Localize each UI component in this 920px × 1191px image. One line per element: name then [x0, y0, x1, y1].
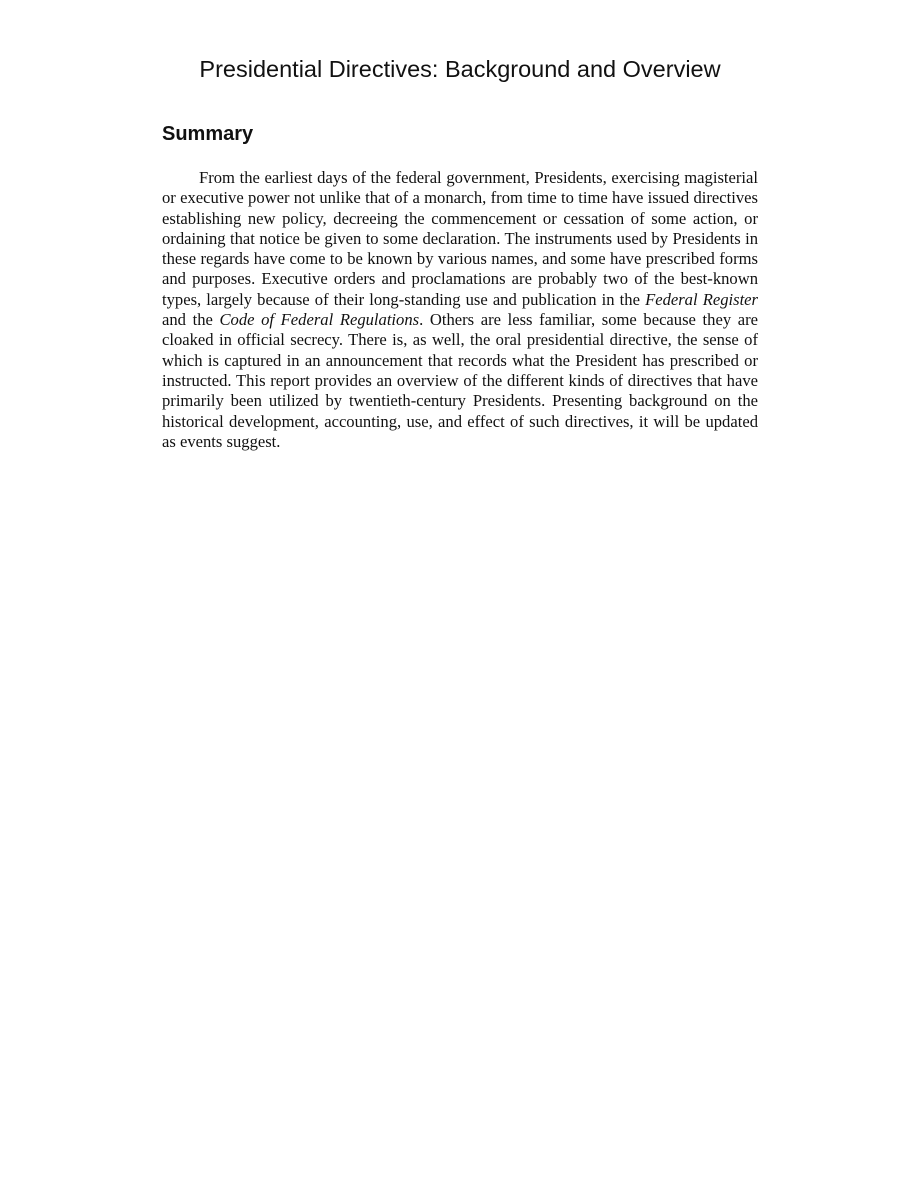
- code-of-federal-regulations-title: Code of Federal Regulations: [219, 310, 420, 330]
- summary-text-part-2: and the: [162, 310, 220, 330]
- summary-paragraph: [162, 168, 758, 452]
- summary-text-part-3: . Others are less familiar, some because they are cloaked in official secrecy. There is, as well, the oral presidential directive, the sense of which is captured in an announcement that records what the President has prescribed or instructed. This report provides an overview of the different kinds of directives that have primarily been utilized by twentieth-century Presidents. Presenting background on the historical development, accounting, use, and effect of such directives, it will be updated as events suggest.: [162, 310, 758, 451]
- document-title: Presidential Directives: Background and Overview: [199, 56, 721, 82]
- summary-heading: Summary: [162, 123, 254, 145]
- summary-text-part-1: From the earliest days of the federal government, Presidents, exercising magisterial or executive power not unlike that of a monarch, from time to time have issued directives establishing new policy, decreeing the commencement or cessation of some action, or ordaining that notice be given to some declaration. The instruments used by Presidents in these regards have come to be known by various names, and some have prescribed forms and purposes. Executive orders and proclamations are probably two of the best-known types, largely because of their long-standing use and publication in the: [162, 168, 758, 309]
- federal-register-title: Federal Register: [645, 289, 758, 309]
